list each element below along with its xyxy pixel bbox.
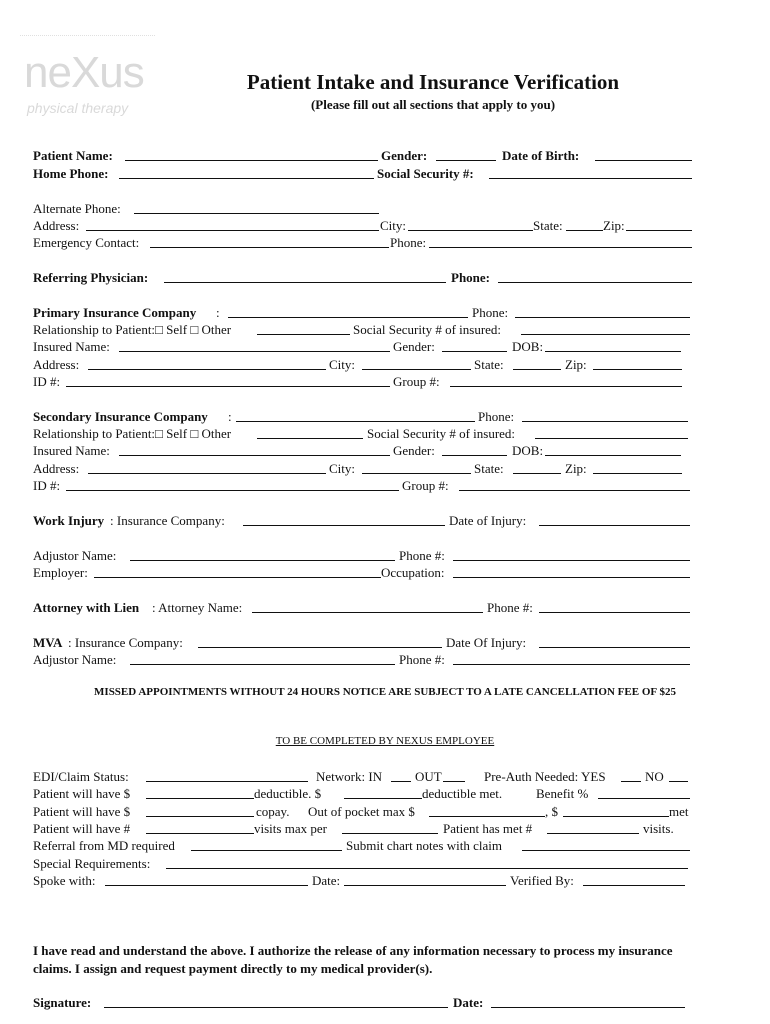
mva-ins-field[interactable]: [198, 647, 442, 648]
attorney-row: [33, 599, 692, 616]
home-phone-row: [33, 165, 692, 182]
has-met-label: Patient has met #: [443, 821, 533, 836]
spoke-row: [33, 872, 692, 889]
special-field[interactable]: [166, 868, 688, 869]
alt-phone-row: [33, 200, 692, 217]
primary-label: Primary Insurance Company: [33, 305, 197, 320]
work-adjustor-row: [33, 547, 692, 564]
special-row: [33, 855, 692, 872]
primary-id-field[interactable]: [66, 386, 390, 387]
work-ins-label: : Insurance Company:: [110, 513, 225, 528]
special-label: Special Requirements:: [33, 856, 151, 871]
benefit-label: Benefit %: [536, 786, 589, 801]
primary-company-row: [33, 304, 692, 321]
state-label: State:: [533, 218, 563, 233]
have3-label: Patient will have #: [33, 821, 131, 836]
work-employer-label: Employer:: [33, 565, 88, 580]
signature-date-label: Date:: [453, 995, 484, 1010]
secondary-phone-label: Phone:: [478, 409, 515, 424]
primary-address-label: Address:: [33, 357, 80, 372]
secondary-gender-label: Gender:: [393, 443, 435, 458]
primary-insured-field[interactable]: [119, 351, 390, 352]
have2-label: Patient will have $: [33, 804, 131, 819]
secondary-id-row: [33, 477, 692, 494]
primary-ssn-label: Social Security # of insured:: [353, 322, 502, 337]
gender-label: Gender:: [381, 148, 428, 163]
deductible-field[interactable]: [344, 798, 422, 799]
secondary-state-label: State:: [474, 461, 504, 476]
zip-label: Zip:: [603, 218, 625, 233]
emergency-label: Emergency Contact:: [33, 235, 140, 250]
referring-field[interactable]: [164, 282, 446, 283]
have3-field[interactable]: [146, 833, 254, 834]
primary-gender-label: Gender:: [393, 339, 435, 354]
emergency-row: [33, 234, 692, 251]
late-cancellation-notice: MISSED APPOINTMENTS WITHOUT 24 HOURS NOTICE ARE SUBJECT TO A LATE CANCELLATION FEE OF $25: [94, 686, 676, 698]
primary-insured-row: [33, 338, 692, 355]
secondary-company-field[interactable]: [236, 421, 475, 422]
secondary-ssn-label: Social Security # of insured:: [367, 426, 516, 441]
secondary-address-row: [33, 460, 692, 477]
patient-name-row: [33, 147, 692, 164]
visits-row: [33, 820, 692, 837]
verified-label: Verified By:: [510, 873, 574, 888]
oop-label: Out of pocket max $: [308, 804, 415, 819]
referral-field[interactable]: [191, 850, 342, 851]
secondary-zip-field[interactable]: [593, 473, 682, 474]
logo-tagline: physical therapy: [27, 100, 129, 116]
spoke-date-label: Date:: [312, 873, 341, 888]
signature-field[interactable]: [104, 1007, 448, 1008]
secondary-zip-label: Zip:: [565, 461, 587, 476]
work-adjustor-label: Adjustor Name:: [33, 548, 117, 563]
address-row: [33, 217, 692, 234]
primary-state-label: State:: [474, 357, 504, 372]
secondary-id-label: ID #:: [33, 478, 61, 493]
secondary-city-field[interactable]: [362, 473, 471, 474]
mva-date-label: Date Of Injury:: [446, 635, 527, 650]
primary-group-field[interactable]: [450, 386, 682, 387]
met-label: met: [669, 804, 689, 819]
preauth-no-field[interactable]: [669, 781, 688, 782]
alt-phone-label: Alternate Phone:: [33, 201, 121, 216]
secondary-city-label: City:: [329, 461, 356, 476]
work-occupation-label: Occupation:: [381, 565, 445, 580]
home-phone-label: Home Phone:: [33, 166, 109, 181]
city-field[interactable]: [408, 230, 533, 231]
zip-field[interactable]: [626, 230, 692, 231]
spoke-label: Spoke with:: [33, 873, 96, 888]
spoke-field[interactable]: [105, 885, 308, 886]
secondary-dob-label: DOB:: [512, 443, 544, 458]
address-field[interactable]: [86, 230, 379, 231]
secondary-company-row: [33, 408, 692, 425]
primary-zip-label: Zip:: [565, 357, 587, 372]
primary-id-label: ID #:: [33, 374, 61, 389]
primary-phone-field[interactable]: [515, 317, 690, 318]
referring-row: [33, 269, 692, 286]
primary-colon: :: [216, 305, 220, 320]
mva-date-field[interactable]: [539, 647, 690, 648]
primary-group-label: Group #:: [393, 374, 440, 389]
have1-field[interactable]: [146, 798, 254, 799]
primary-dob-label: DOB:: [512, 339, 544, 354]
patient-name-label: Patient Name:: [33, 148, 113, 163]
oop-met-field[interactable]: [563, 816, 669, 817]
edi-field[interactable]: [146, 781, 308, 782]
attorney-label: Attorney with Lien: [33, 600, 140, 615]
verified-field[interactable]: [583, 885, 685, 886]
home-phone-field[interactable]: [119, 178, 374, 179]
submit-label: Submit chart notes with claim: [346, 838, 502, 853]
referring-label: Referring Physician:: [33, 270, 149, 285]
referring-phone-label: Phone:: [451, 270, 490, 285]
secondary-address-field[interactable]: [88, 473, 326, 474]
secondary-id-field[interactable]: [66, 490, 399, 491]
work-phone-field[interactable]: [453, 560, 690, 561]
primary-id-row: [33, 373, 692, 390]
primary-address-field[interactable]: [88, 369, 326, 370]
secondary-address-label: Address:: [33, 461, 80, 476]
mva-label: MVA: [33, 635, 63, 650]
attorney-name-label: : Attorney Name:: [152, 600, 243, 615]
oop-field[interactable]: [429, 816, 545, 817]
secondary-relationship-label: Relationship to Patient:□ Self □ Other: [33, 426, 232, 441]
primary-address-row: [33, 356, 692, 373]
work-phone-label: Phone #:: [399, 548, 445, 563]
mva-phone-field[interactable]: [453, 664, 690, 665]
alt-phone-field[interactable]: [134, 213, 379, 214]
preauth-yes-field[interactable]: [621, 781, 641, 782]
secondary-phone-field[interactable]: [522, 421, 688, 422]
secondary-gender-field[interactable]: [442, 455, 507, 456]
mva-row: [33, 634, 692, 651]
preauth-yes-label: Pre-Auth Needed: YES: [484, 769, 606, 784]
primary-dob-field[interactable]: [545, 351, 681, 352]
secondary-relationship-row: [33, 425, 692, 442]
deductible-label: deductible. $: [254, 786, 322, 801]
gender-field[interactable]: [436, 160, 496, 161]
page-subtitle: (Please fill out all sections that apply to you): [310, 97, 556, 112]
secondary-label: Secondary Insurance Company: [33, 409, 208, 424]
emergency-field[interactable]: [150, 247, 389, 248]
network-in-field[interactable]: [391, 781, 411, 782]
primary-state-field[interactable]: [513, 369, 561, 370]
work-employer-row: [33, 564, 692, 581]
secondary-insured-label: Insured Name:: [33, 443, 110, 458]
secondary-state-field[interactable]: [513, 473, 561, 474]
primary-zip-field[interactable]: [593, 369, 682, 370]
ded-met-label: deductible met.: [422, 786, 503, 801]
secondary-other-field[interactable]: [257, 438, 363, 439]
emergency-phone-label: Phone:: [390, 235, 427, 250]
work-injury-row: [33, 512, 692, 529]
ssn-field[interactable]: [489, 178, 692, 179]
logo-wordmark: neXus: [24, 48, 144, 97]
work-occupation-field[interactable]: [453, 577, 690, 578]
dob-label: Date of Birth:: [502, 148, 580, 163]
mva-adjustor-row: [33, 651, 692, 668]
emergency-phone-field[interactable]: [429, 247, 692, 248]
primary-insured-label: Insured Name:: [33, 339, 110, 354]
employee-section-heading: TO BE COMPLETED BY NEXUS EMPLOYEE: [275, 735, 495, 747]
primary-other-field[interactable]: [257, 334, 350, 335]
primary-city-label: City:: [329, 357, 356, 372]
signature-date-field[interactable]: [491, 1007, 685, 1008]
referral-row: [33, 837, 692, 854]
secondary-insured-row: [33, 442, 692, 459]
secondary-group-label: Group #:: [402, 478, 449, 493]
have2-field[interactable]: [146, 816, 254, 817]
edi-label: EDI/Claim Status:: [33, 769, 129, 784]
mva-adjustor-label: Adjustor Name:: [33, 652, 117, 667]
signature-row: [33, 994, 692, 1011]
primary-relationship-label: Relationship to Patient:□ Self □ Other: [33, 322, 232, 337]
oop-comma: , $: [545, 804, 558, 819]
dob-field[interactable]: [595, 160, 692, 161]
work-injury-label: Work Injury: [33, 513, 105, 528]
authorization-statement: I have read and understand the above. I authorize the release of any information necessary to process my insurance claims. I assign and request payment directly to my medical provider(s).: [33, 943, 673, 976]
copay-label: copay.: [256, 804, 290, 819]
primary-city-field[interactable]: [362, 369, 471, 370]
ssn-label: Social Security #:: [377, 166, 474, 181]
city-label: City:: [380, 218, 407, 233]
primary-company-field[interactable]: [228, 317, 468, 318]
network-out-field[interactable]: [443, 781, 465, 782]
patient-name-field[interactable]: [125, 160, 378, 161]
secondary-group-field[interactable]: [459, 490, 690, 491]
spoke-date-field[interactable]: [344, 885, 506, 886]
referral-label: Referral from MD required: [33, 838, 175, 853]
secondary-insured-field[interactable]: [119, 455, 390, 456]
address-label: Address:: [33, 218, 80, 233]
referring-phone-field[interactable]: [498, 282, 692, 283]
work-date-field[interactable]: [539, 525, 690, 526]
mva-adjustor-field[interactable]: [130, 664, 395, 665]
primary-ssn-field[interactable]: [521, 334, 690, 335]
copay-row: [33, 803, 692, 820]
work-date-label: Date of Injury:: [449, 513, 527, 528]
network-in-label: Network: IN: [316, 769, 383, 784]
submit-field[interactable]: [522, 850, 690, 851]
visits-label: visits.: [643, 821, 674, 836]
primary-relationship-row: [33, 321, 692, 338]
has-met-field[interactable]: [547, 833, 639, 834]
attorney-phone-label: Phone #:: [487, 600, 533, 615]
attorney-phone-field[interactable]: [539, 612, 690, 613]
preauth-no-label: NO: [645, 769, 664, 784]
primary-gender-field[interactable]: [442, 351, 507, 352]
secondary-colon: :: [228, 409, 232, 424]
work-employer-field[interactable]: [94, 577, 381, 578]
visits-per-field[interactable]: [342, 833, 438, 834]
edi-row: [33, 768, 692, 785]
visits-max-label: visits max per: [254, 821, 327, 836]
primary-phone-label: Phone:: [472, 305, 509, 320]
logo-dotted-rule: [20, 35, 155, 36]
attorney-name-field[interactable]: [252, 612, 483, 613]
benefit-field[interactable]: [598, 798, 690, 799]
page-title: Patient Intake and Insurance Verification: [246, 70, 620, 94]
signature-label: Signature:: [33, 995, 92, 1010]
have1-label: Patient will have $: [33, 786, 131, 801]
mva-phone-label: Phone #:: [399, 652, 445, 667]
deductible-row: [33, 785, 692, 802]
work-ins-field[interactable]: [243, 525, 445, 526]
work-adjustor-field[interactable]: [130, 560, 395, 561]
state-field[interactable]: [566, 230, 603, 231]
mva-ins-label: : Insurance Company:: [68, 635, 183, 650]
secondary-dob-field[interactable]: [545, 455, 681, 456]
network-out-label: OUT: [415, 769, 442, 784]
secondary-ssn-field[interactable]: [535, 438, 688, 439]
